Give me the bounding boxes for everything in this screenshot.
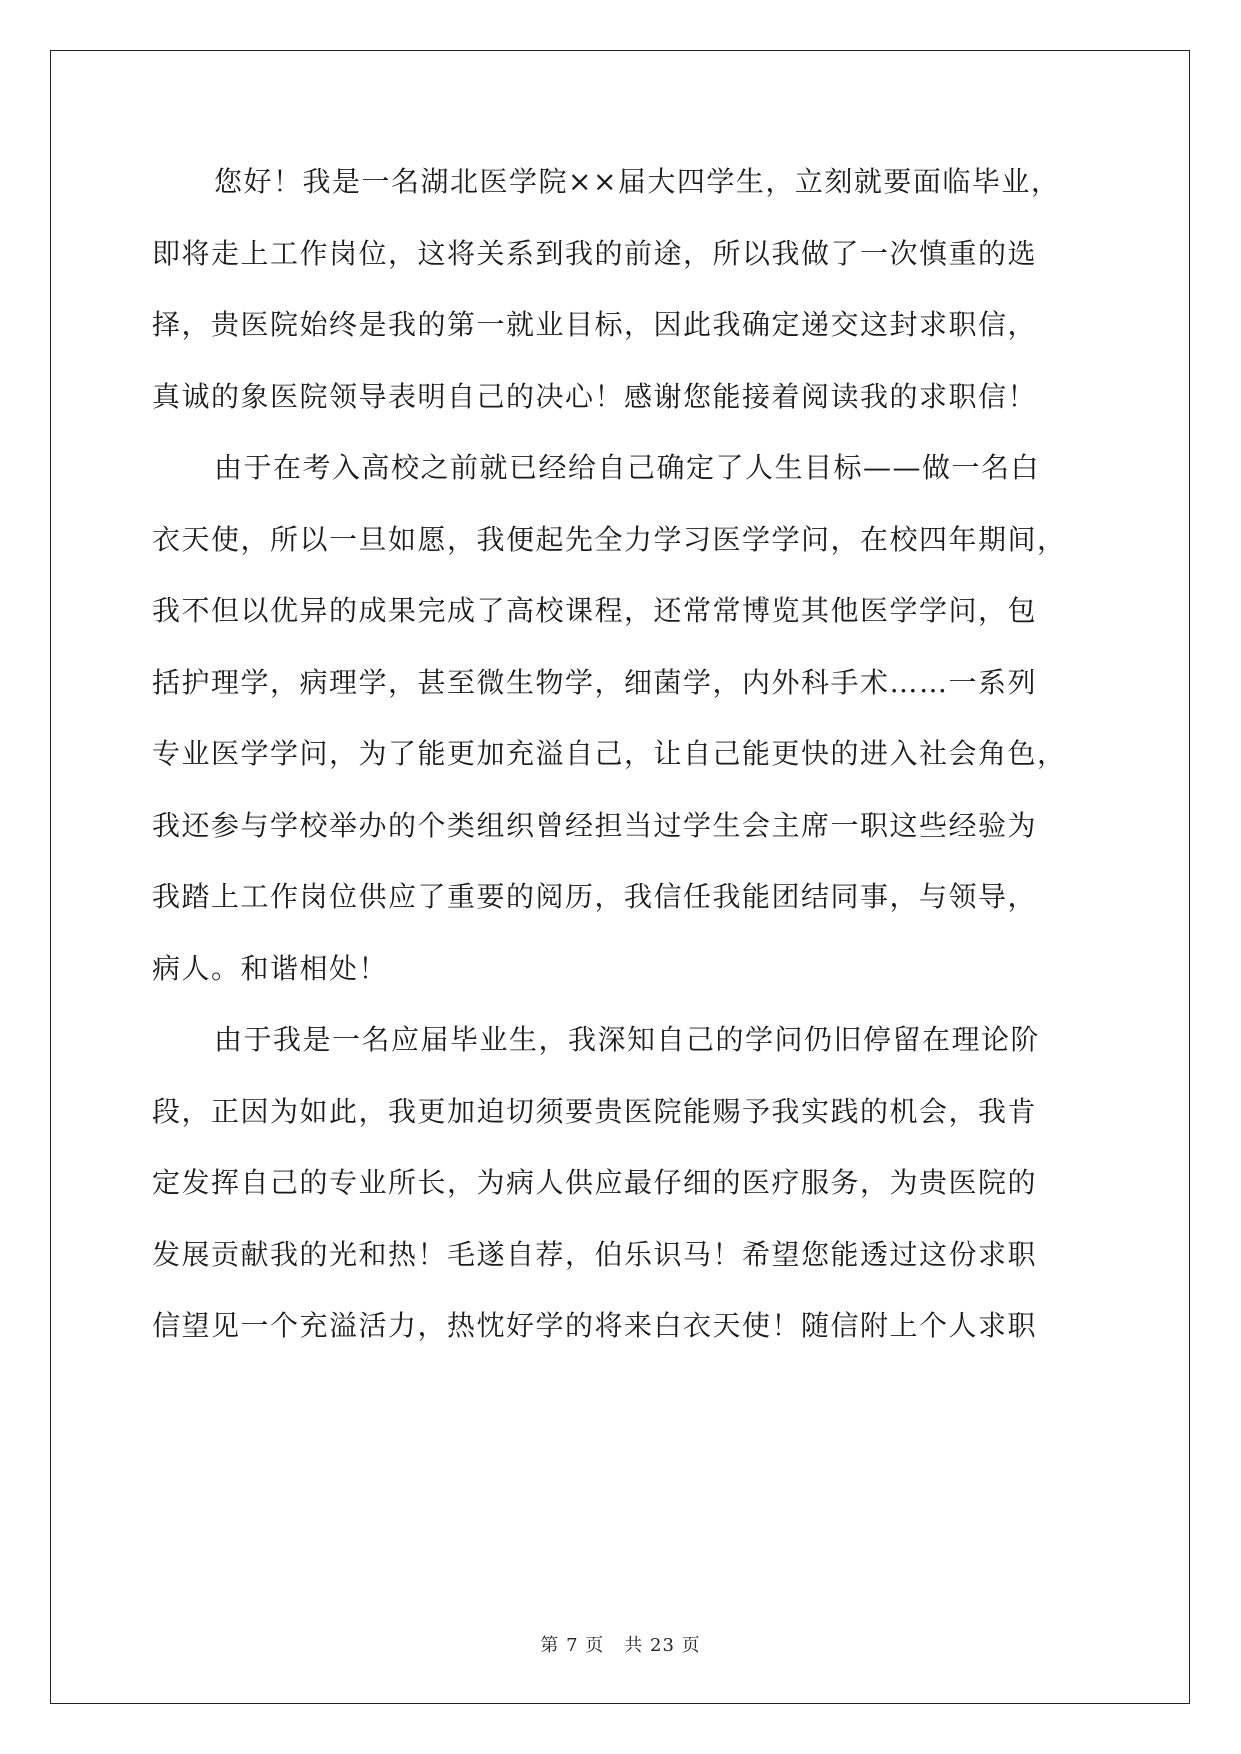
text-line: 择，贵医院始终是我的第一就业目标，因此我确定递交这封求职信， xyxy=(152,308,1038,341)
text-line: 括护理学，病理学，甚至微生物学，细菌学，内外科手术……一系列 xyxy=(152,665,1038,699)
text-line: 信望见一个充溢活力，热忱好学的将来白衣天使！随信附上个人求职 xyxy=(152,1309,1038,1342)
page-total: 共 23 页 xyxy=(624,1635,701,1656)
text-line: 定发挥自己的专业所长，为病人供应最仔细的医疗服务，为贵医院的 xyxy=(152,1166,1038,1199)
text-line: 专业医学学问，为了能更加充溢自己，让自己能更快的进入社会角色， xyxy=(152,737,1067,770)
text-line: 即将走上工作岗位，这将关系到我的前途，所以我做了一次慎重的选 xyxy=(152,236,1038,270)
text-line: 我踏上工作岗位供应了重要的阅历，我信任我能团结同事，与领导， xyxy=(152,880,1038,913)
text-line: 发展贡献我的光和热！毛遂自荐，伯乐识马！希望您能透过这份求职 xyxy=(152,1237,1038,1271)
letter-body xyxy=(152,160,1092,1376)
page-footer xyxy=(0,1631,1241,1657)
text-line: 由于在考入高校之前就已经给自己确定了人生目标——做一名白 xyxy=(214,451,1041,484)
text-line: 病人。和谐相处！ xyxy=(152,951,389,985)
page-number: 第 7 页 xyxy=(540,1635,605,1656)
text-line: 我不但以优异的成果完成了高校课程，还常常博览其他医学学问，包 xyxy=(152,594,1038,627)
text-line: 我还参与学校举办的个类组织曾经担当过学生会主席一职这些经验为 xyxy=(152,808,1038,842)
text-line: 段，正因为如此，我更加迫切须要贵医院能赐予我实践的机会，我肯 xyxy=(152,1094,1038,1128)
text-line: 由于我是一名应届毕业生，我深知自己的学问仍旧停留在理论阶 xyxy=(214,1023,1041,1056)
text-line: 您好！我是一名湖北医学院××届大四学生，立刻就要面临毕业， xyxy=(214,165,1061,198)
text-line: 衣天使，所以一旦如愿，我便起先全力学习医学学问，在校四年期间， xyxy=(152,522,1067,556)
text-line: 真诚的象医院领导表明自己的决心！感谢您能接着阅读我的求职信！ xyxy=(152,379,1038,413)
